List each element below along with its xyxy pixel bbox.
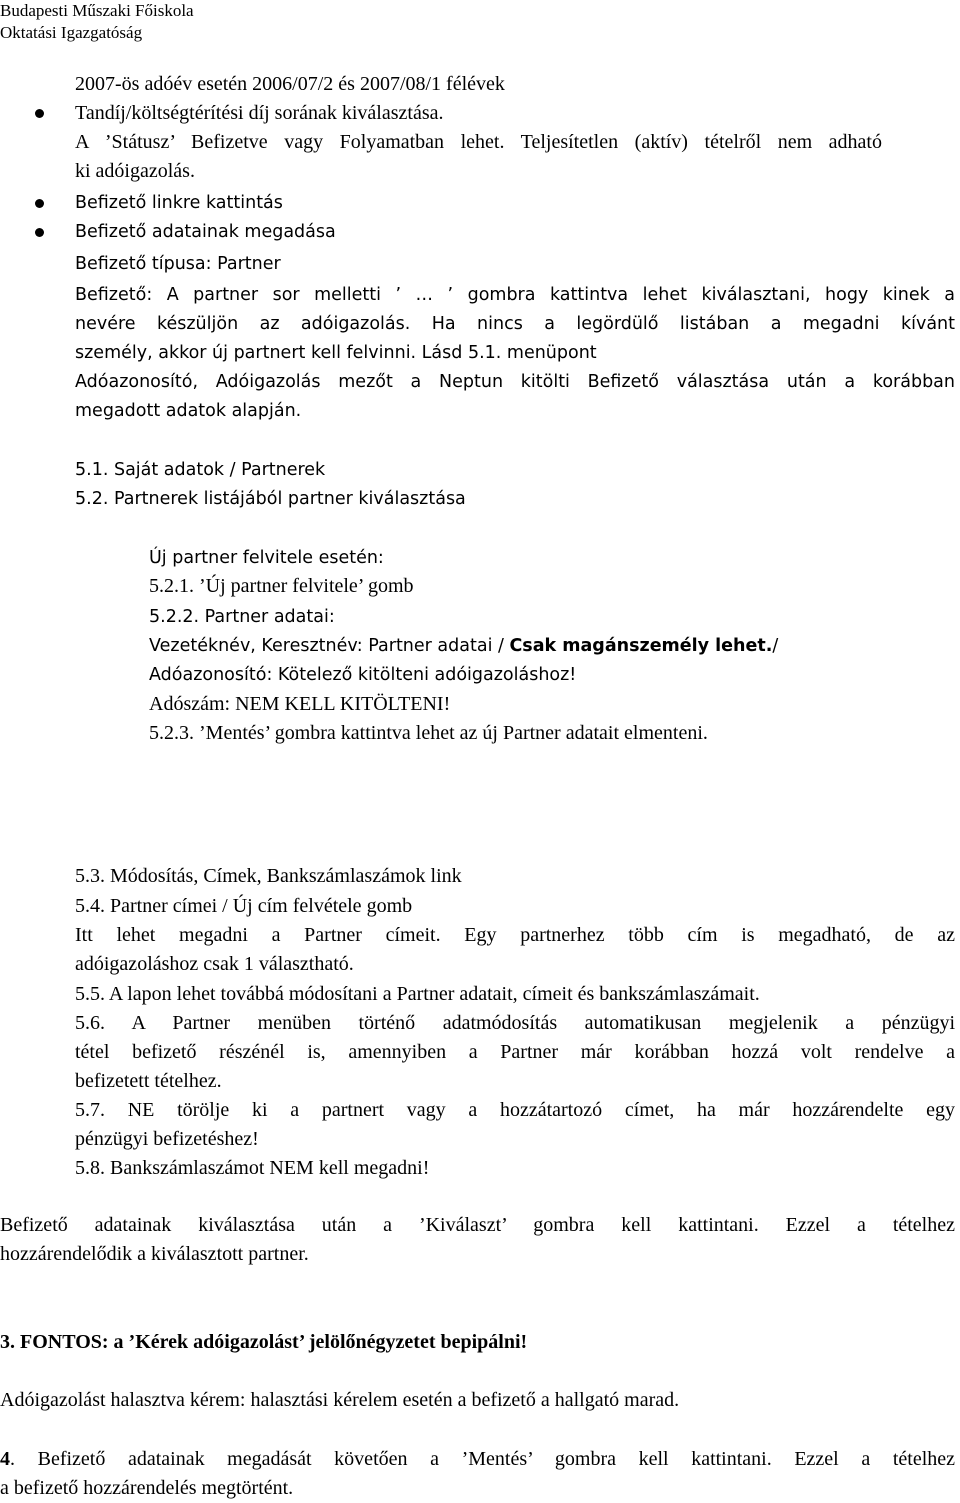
semesters-line: 2007-ös adóév esetén 2006/07/2 és 2007/08/1 félévek (75, 73, 505, 95)
step-4-text: . Befizető adatainak megadását követően a ’Mentés’ gombra kell kattintani. Ezzel a tételhez (10, 1448, 955, 1470)
office-name: Oktatási Igazgatóság (0, 23, 143, 42)
status-line-2: ki adóigazolás. (75, 160, 195, 182)
partner-name-text: Vezetéknév, Keresztnév: Partner adatai / (149, 636, 510, 656)
addresses-line-1: Itt lehet megadni a Partner címeit. Egy partnerhez több cím is megadható, de az (75, 924, 955, 946)
institution-name: Budapesti Műszaki Főiskola (0, 1, 194, 20)
bullet-item-payer-link: Befizető linkre kattintás (75, 193, 283, 213)
bullet-icon (35, 228, 44, 237)
step-5-4: 5.4. Partner címei / Új cím felvétele gomb (75, 895, 413, 917)
addresses-line-2: adóigazoláshoz csak 1 választható. (75, 953, 354, 975)
payer-line-2: nevére készüljön az adóigazolás. Ha nincs a legördülő listában a megadni kívánt (75, 314, 955, 334)
step-5-6-line-3: befizetett tételhez. (75, 1070, 222, 1092)
tax-fields-line-1: Adóazonosító, Adóigazolás mezőt a Neptun kitölti Befizető választása után a korábban (75, 372, 955, 392)
tax-number-not-required: Adószám: NEM KELL KITÖLTENI! (149, 693, 451, 715)
step-5-7-line-1: 5.7. NE törölje ki a partnert vagy a hozzátartozó címet, ha már hozzárendelte egy (75, 1099, 955, 1121)
status-line-1: A ’Státusz’ Befizetve vagy Folyamatban lehet. Teljesítetlen (aktív) tételről nem adható (75, 131, 882, 153)
step-4-number: 4 (0, 1448, 10, 1470)
payer-line-3: személy, akkor új partnert kell felvinni. Lásd 5.1. menüpont (75, 343, 597, 363)
step-3-important: 3. FONTOS: a ’Kérek adóigazolást’ jelölőnégyzetet bepipálni! (0, 1331, 528, 1353)
select-partner-line-1: Befizető adatainak kiválasztása után a ’Kiválaszt’ gombra kell kattintani. Ezzel a tételhez (0, 1214, 955, 1236)
step-5-2-2: 5.2.2. Partner adatai: (149, 607, 335, 627)
partner-name-suffix: / (772, 636, 779, 656)
step-5-5: 5.5. A lapon lehet továbbá módosítani a Partner adatait, címeit és bankszámlaszámait. (75, 983, 760, 1005)
select-partner-line-2: hozzárendelődik a kiválasztott partner. (0, 1243, 309, 1265)
step-5-7-line-2: pénzügyi befizetéshez! (75, 1128, 259, 1150)
payer-type-line: Befizető típusa: Partner (75, 254, 281, 274)
step-5-1: 5.1. Saját adatok / Partnerek (75, 460, 326, 480)
step-5-6-line-2: tétel befizető részénél is, amennyiben a Partner már korábban hozzá volt rendelve a (75, 1041, 955, 1063)
bullet-item-payer-data: Befizető adatainak megadása (75, 222, 336, 242)
bullet-item-fee-row: Tandíj/költségtérítési díj sorának kiválasztása. (75, 102, 444, 124)
step-4-line-2: a befizető hozzárendelés megtörtént. (0, 1477, 294, 1499)
payer-line-1: Befizető: A partner sor melletti ’ … ’ gombra kattintva lehet kiválasztani, hogy kinek a (75, 285, 955, 305)
step-5-2: 5.2. Partnerek listájából partner kiválasztása (75, 489, 466, 509)
private-person-only: Csak magánszemély lehet. (509, 636, 773, 656)
step-4-line-1 (0, 1445, 955, 1474)
bullet-icon (35, 109, 44, 118)
step-5-3: 5.3. Módosítás, Címek, Bankszámlaszámok link (75, 865, 462, 887)
tax-id-required: Adóazonosító: Kötelező kitölteni adóigazoláshoz! (149, 665, 577, 685)
step-5-2-3: 5.2.3. ’Mentés’ gombra kattintva lehet az új Partner adatait elmenteni. (149, 722, 708, 744)
bullet-icon (35, 199, 44, 208)
step-5-6-line-1: 5.6. A Partner menüben történő adatmódosítás automatikusan megjelenik a pénzügyi (75, 1012, 955, 1034)
partner-name-line (149, 632, 778, 661)
deferral-note: Adóigazolást halasztva kérem: halasztási kérelem esetén a befizető a hallgató marad. (0, 1389, 680, 1411)
new-partner-heading: Új partner felvitele esetén: (149, 548, 384, 568)
tax-fields-line-2: megadott adatok alapján. (75, 401, 302, 421)
step-5-8: 5.8. Bankszámlaszámot NEM kell megadni! (75, 1157, 430, 1179)
step-5-2-1: 5.2.1. ’Új partner felvitele’ gomb (149, 575, 414, 597)
